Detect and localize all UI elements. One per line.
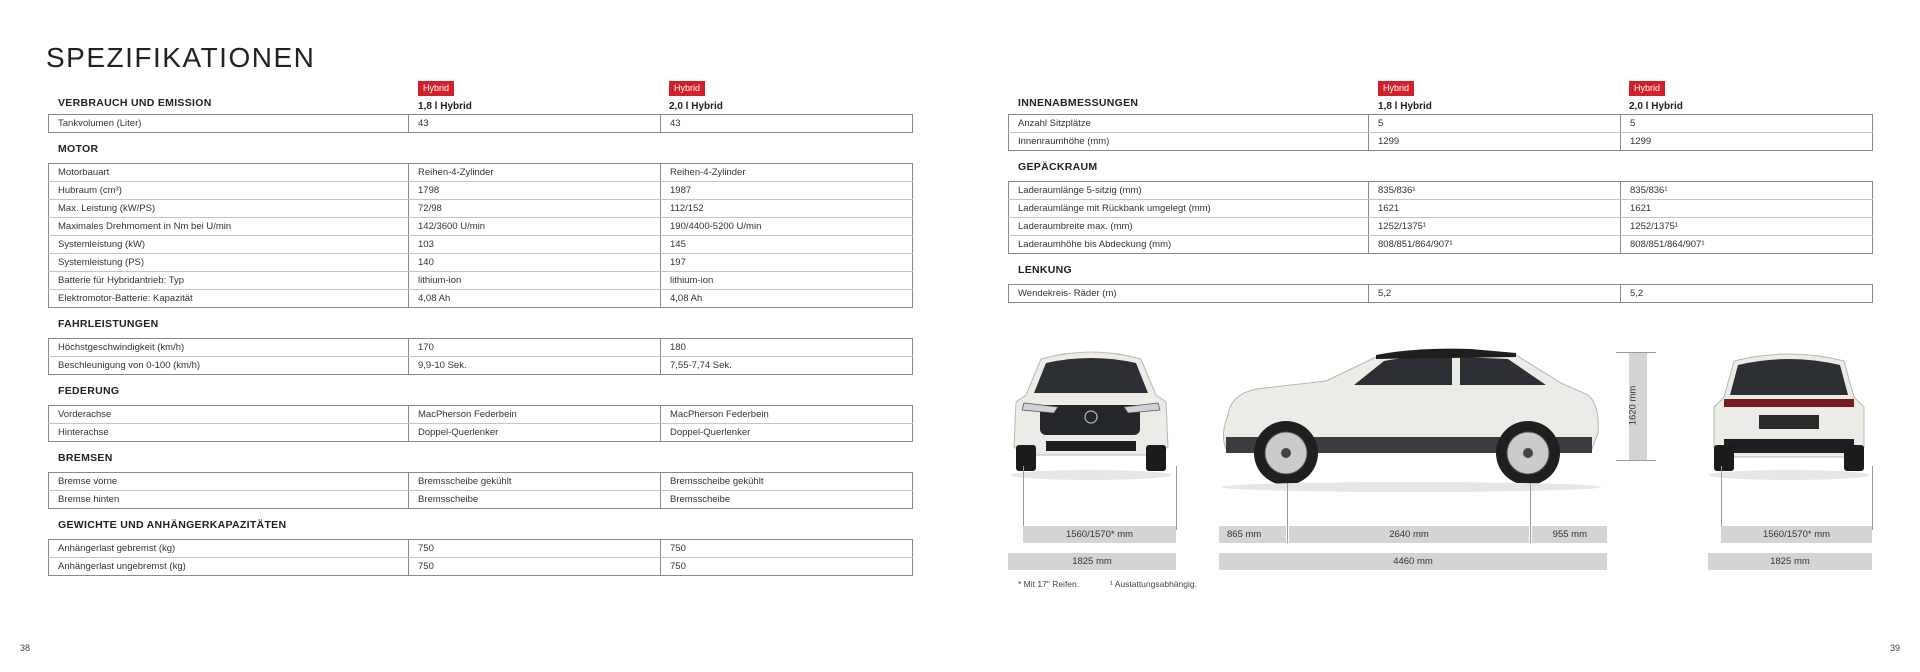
spec-label-cell: Hinterachse <box>58 427 109 438</box>
spec-value-cell: 750 <box>661 540 913 558</box>
left-spec-column <box>48 78 916 576</box>
footnote-tyres: * Mit 17" Reifen. <box>1018 579 1080 589</box>
section-title-fahrleistungen: FAHRLEISTUNGEN <box>58 318 159 330</box>
table-row <box>49 424 913 442</box>
spec-label-cell: Wendekreis- Räder (m) <box>1018 288 1117 299</box>
spec-table-bremsen <box>48 472 913 509</box>
spec-value-cell: 808/851/864/907¹ <box>1621 236 1873 254</box>
model-header-1 <box>1378 78 1432 112</box>
spec-label-cell: Bremse hinten <box>58 494 120 505</box>
spec-value-cell: 7,55-7,74 Sek. <box>661 357 913 375</box>
table-row <box>49 406 913 424</box>
table-row <box>49 115 913 133</box>
spec-label-cell: Bremse vorne <box>49 473 409 491</box>
spec-label-cell: Systemleistung (kW) <box>49 236 409 254</box>
spec-table-motor <box>48 163 913 308</box>
spec-value-cell: 750 <box>661 558 913 576</box>
model-header-2 <box>669 78 723 112</box>
spec-value-cell: 180 <box>661 339 913 357</box>
table-row <box>49 491 913 509</box>
spec-label-cell: Laderaumhöhe bis Abdeckung (mm) <box>1018 239 1172 250</box>
table-row <box>49 164 913 182</box>
table-row <box>49 558 913 576</box>
page-number-right: 39 <box>1890 643 1901 653</box>
rear-width-bar: 1825 mm <box>1708 553 1872 570</box>
spec-value-cell: 142/3600 U/min <box>409 218 661 236</box>
spec-value-cell: 72/98 <box>409 200 661 218</box>
rear-track-bar: 1560/1570* mm <box>1721 526 1872 543</box>
spec-table-federung <box>48 405 913 442</box>
height-label: 1620 mm <box>1627 385 1639 426</box>
car-side-view <box>1216 345 1606 495</box>
spec-value-cell: Reihen-4-Zylinder <box>409 164 661 182</box>
spec-value-cell: 5,2 <box>1621 285 1873 303</box>
spec-value-cell: 43 <box>409 115 661 133</box>
spec-label-cell: Vorderachse <box>49 406 409 424</box>
section-title-gewichte: GEWICHTE UND ANHÄNGERKAPAZITÄTEN <box>58 519 287 531</box>
spec-value-cell: Bremsscheibe gekühlt <box>409 473 661 491</box>
spec-label-cell: Anhängerlast gebremst (kg) <box>49 540 409 558</box>
spec-label-cell: Laderaumlänge mit Rückbank umgelegt (mm) <box>1009 200 1369 218</box>
spec-value-cell: 5,2 <box>1369 285 1621 303</box>
table-row <box>49 357 913 375</box>
spec-label-cell: Hubraum (cm³) <box>49 182 409 200</box>
spec-value-cell: 750 <box>409 540 661 558</box>
right-column-header <box>1008 78 1876 114</box>
section-title-lenkung: LENKUNG <box>1018 264 1073 276</box>
spec-value-cell: 1987 <box>661 182 913 200</box>
table-row <box>49 182 913 200</box>
spec-value-cell: 1299 <box>1369 133 1621 151</box>
spec-label-cell: Max. Leistung (kW/PS) <box>49 200 409 218</box>
spec-value-cell: 1621 <box>1621 200 1873 218</box>
spec-table-lenkung <box>1008 284 1873 303</box>
table-row <box>1009 115 1873 133</box>
spec-value-cell: lithium-ion <box>661 272 913 290</box>
spec-label-cell: Beschleunigung von 0-100 (km/h) <box>58 360 201 371</box>
spec-value-cell: Doppel-Querlenker <box>409 424 661 442</box>
spec-value-cell: 5 <box>1621 115 1873 133</box>
table-row <box>49 290 913 308</box>
model-name: 2,0 l Hybrid <box>1629 101 1683 112</box>
spec-value-cell: 170 <box>409 339 661 357</box>
spec-value-cell: 835/836¹ <box>1369 182 1621 200</box>
section-title-motor: MOTOR <box>58 143 99 155</box>
spec-label-cell: Elektromotor-Batterie: Kapazität <box>58 293 193 304</box>
table-row <box>1009 218 1873 236</box>
table-row <box>49 540 913 558</box>
spec-value-cell: 1621 <box>1369 200 1621 218</box>
table-row <box>1009 133 1873 151</box>
front-track-bar: 1560/1570* mm <box>1023 526 1176 543</box>
spec-value-cell: MacPherson Federbein <box>409 406 661 424</box>
right-spec-column <box>1008 78 1876 303</box>
spec-value-cell: 197 <box>661 254 913 272</box>
spec-value-cell: 112/152 <box>661 200 913 218</box>
spec-value-cell: 1299 <box>1621 133 1873 151</box>
rear-overhang-bar: 955 mm <box>1532 526 1607 543</box>
table-row <box>49 254 913 272</box>
spec-value-cell: 4,08 Ah <box>661 290 913 308</box>
model-header-2 <box>1629 78 1683 112</box>
spec-value-cell: 9,9-10 Sek. <box>409 357 661 375</box>
spec-value-cell: Bremsscheibe <box>661 491 913 509</box>
section-title-federung: FEDERUNG <box>58 385 120 397</box>
spec-label-cell: Anhängerlast ungebremst (kg) <box>58 561 186 572</box>
section-title-bremsen: BREMSEN <box>58 452 113 464</box>
table-row <box>1009 182 1873 200</box>
hybrid-badge: Hybrid <box>1629 81 1665 96</box>
model-name: 1,8 l Hybrid <box>418 101 472 112</box>
car-front-view <box>1006 347 1176 497</box>
hybrid-badge: Hybrid <box>418 81 454 96</box>
spec-value-cell: Bremsscheibe gekühlt <box>661 473 913 491</box>
front-width-bar: 1825 mm <box>1008 553 1176 570</box>
spec-label-cell: Maximales Drehmoment in Nm bei U/min <box>49 218 409 236</box>
spec-table-verbrauch <box>48 114 913 133</box>
spec-value-cell: lithium-ion <box>409 272 661 290</box>
spec-value-cell: 808/851/864/907¹ <box>1369 236 1621 254</box>
spec-label-cell: Laderaumbreite max. (mm) <box>1009 218 1369 236</box>
section-title-verbrauch: VERBRAUCH UND EMISSION <box>58 97 212 109</box>
spec-label-cell: Batterie für Hybridantrieb: Typ <box>49 272 409 290</box>
model-header-1 <box>418 78 472 112</box>
spec-table-gewichte <box>48 539 913 576</box>
model-name: 2,0 l Hybrid <box>669 101 723 112</box>
spec-value-cell: 835/836¹ <box>1621 182 1873 200</box>
spec-value-cell: 43 <box>661 115 913 133</box>
footnote-equipment: ¹ Austattungsabhängig. <box>1110 579 1197 589</box>
table-row <box>1009 200 1873 218</box>
spec-value-cell: MacPherson Federbein <box>661 406 913 424</box>
car-rear-view <box>1704 347 1874 497</box>
model-name: 1,8 l Hybrid <box>1378 101 1432 112</box>
spec-table-gepaeckraum <box>1008 181 1873 254</box>
table-row <box>49 473 913 491</box>
spec-value-cell: 140 <box>409 254 661 272</box>
spec-label-cell: Innenraumhöhe (mm) <box>1018 136 1110 147</box>
spec-value-cell: Doppel-Querlenker <box>661 424 913 442</box>
spec-value-cell: 103 <box>409 236 661 254</box>
spec-value-cell: 1252/1375¹ <box>1621 218 1873 236</box>
spec-value-cell: 1798 <box>409 182 661 200</box>
spec-label-cell: Motorbauart <box>49 164 409 182</box>
spec-label-cell: Höchstgeschwindigkeit (km/h) <box>49 339 409 357</box>
table-row <box>1009 285 1873 303</box>
table-row <box>49 218 913 236</box>
spec-table-fahrleistungen <box>48 338 913 375</box>
spec-label-cell: Anzahl Sitzplätze <box>1009 115 1369 133</box>
hybrid-badge: Hybrid <box>669 81 705 96</box>
section-title-gepaeckraum: GEPÄCKRAUM <box>1018 161 1098 173</box>
spec-value-cell: Reihen-4-Zylinder <box>661 164 913 182</box>
spec-value-cell: 145 <box>661 236 913 254</box>
wheelbase-bar: 2640 mm <box>1289 526 1529 543</box>
front-overhang-bar: 865 mm <box>1219 526 1286 543</box>
table-row <box>49 339 913 357</box>
dimensions-diagram <box>966 333 1896 603</box>
spec-value-cell: 190/4400-5200 U/min <box>661 218 913 236</box>
spec-value-cell: 4,08 Ah <box>409 290 661 308</box>
length-bar: 4460 mm <box>1219 553 1607 570</box>
page-number-left: 38 <box>20 643 31 653</box>
spec-label-cell: Systemleistung (PS) <box>49 254 409 272</box>
section-title-innenabmessungen: INNENABMESSUNGEN <box>1018 97 1139 109</box>
spec-value-cell: 1252/1375¹ <box>1369 218 1621 236</box>
left-column-header <box>48 78 916 114</box>
table-row <box>49 236 913 254</box>
table-row <box>1009 236 1873 254</box>
spec-value-cell: 750 <box>409 558 661 576</box>
spec-label-cell: Laderaumlänge 5-sitzig (mm) <box>1009 182 1369 200</box>
spec-table-innen <box>1008 114 1873 151</box>
page-title: SPEZIFIKATIONEN <box>46 42 316 73</box>
table-row <box>49 272 913 290</box>
hybrid-badge: Hybrid <box>1378 81 1414 96</box>
table-row <box>49 200 913 218</box>
spec-value-cell: Bremsscheibe <box>409 491 661 509</box>
spec-label-cell: Tankvolumen (Liter) <box>58 118 142 129</box>
spec-value-cell: 5 <box>1369 115 1621 133</box>
